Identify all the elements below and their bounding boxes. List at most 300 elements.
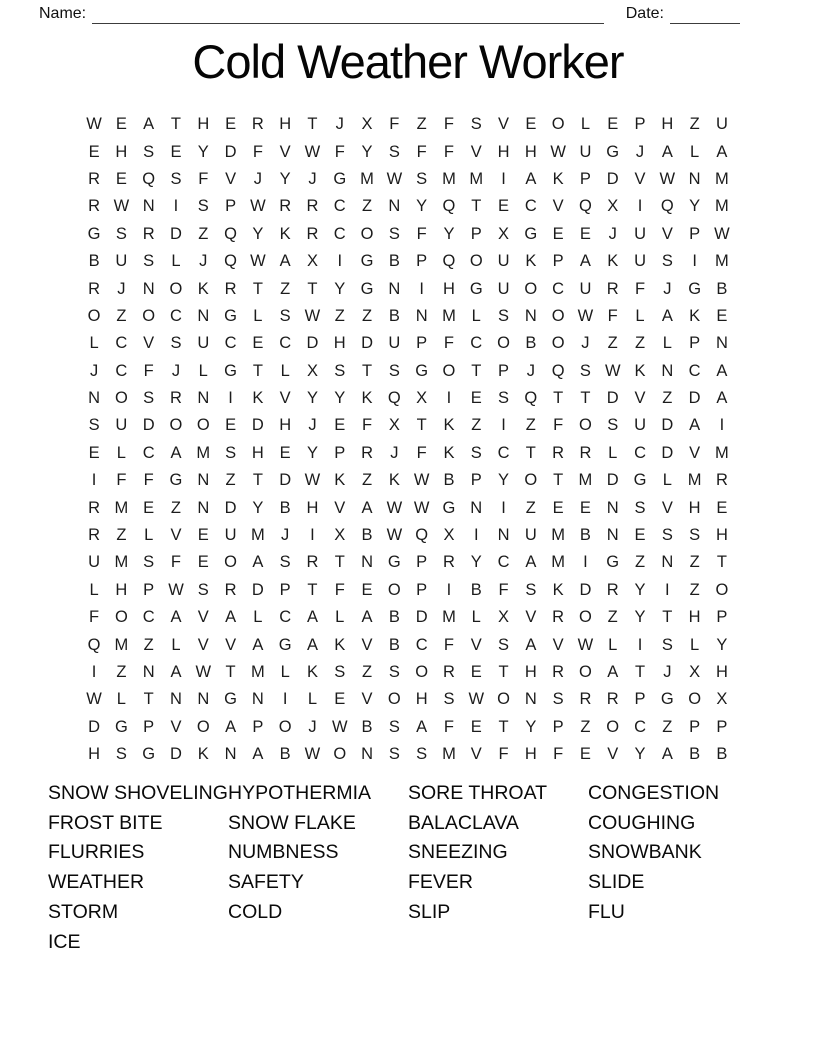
grid-letter: I [665,580,670,599]
grid-letter: B [361,717,373,736]
page-title: Cold Weather Worker [192,35,624,88]
grid-letter: L [690,635,700,654]
grid-letter: K [552,169,564,188]
grid-letter: F [553,416,564,435]
grid-letter: B [388,635,400,654]
word-list-item: CONGESTION [588,782,720,804]
grid-letter: G [606,142,620,161]
grid-letter: H [524,663,537,681]
grid-letter: N [170,690,182,709]
grid-letter: R [170,389,182,408]
grid-letter: S [197,197,209,216]
grid-letter: L [471,608,481,627]
grid-letter: P [334,443,346,462]
word-list-item: SLIP [408,900,451,923]
grid-letter: Z [362,471,373,490]
grid-letter: P [279,580,291,599]
grid-letter: U [579,279,592,298]
grid-letter: P [143,580,155,599]
grid-letter: G [333,169,347,188]
grid-letter: N [661,361,674,380]
grid-letter: C [524,197,537,216]
grid-letter: C [279,334,292,353]
grid-letter: I [719,416,725,435]
grid-letter: T [634,663,646,681]
grid-letter: J [253,169,262,188]
grid-letter: K [361,389,373,408]
grid-letter: R [579,443,592,462]
grid-letter: C [142,443,155,462]
grid-letter: V [170,717,182,736]
grid-letter: C [333,224,346,243]
grid-letter: C [688,361,701,380]
grid-letter: R [606,279,619,298]
grid-letter: S [498,389,510,408]
grid-letter: K [552,580,564,599]
grid-letter: N [388,279,401,298]
grid-letter: J [89,361,99,380]
grid-letter: J [663,663,672,681]
grid-letter: R [579,690,592,709]
grid-letter: R [142,224,155,243]
grid-letter: I [310,526,315,545]
grid-letter: Z [471,416,482,435]
grid-letter: J [663,279,672,298]
grid-letter: D [606,471,619,490]
grid-letter: S [525,580,537,599]
grid-letter: C [415,635,428,654]
grid-letter: I [91,471,97,490]
grid-letter: P [416,553,428,572]
grid-letter: M [250,663,265,681]
grid-letter: T [252,471,263,490]
grid-letter: S [579,361,591,380]
grid-letter: Z [634,334,646,353]
grid-letter: Y [689,197,701,216]
grid-letter: F [443,717,454,736]
grid-letter: C [634,717,646,736]
grid-letter: W [113,197,130,216]
grid-letter: S [115,745,127,764]
grid-letter: Z [607,334,618,353]
grid-letter: Y [470,553,482,572]
grid-letter: V [661,498,673,517]
grid-letter: N [142,197,155,216]
grid-letter: U [634,252,646,271]
grid-letter: W [86,690,102,709]
grid-letter: B [525,334,537,353]
grid-letter: B [689,745,701,764]
grid-letter: O [169,416,183,435]
grid-letter: E [252,334,264,353]
grid-letter: Z [198,224,209,243]
grid-letter: O [333,745,347,764]
grid-letter: O [524,471,538,490]
grid-letter: O [579,663,592,681]
grid-letter: N [688,169,701,188]
grid-letter: K [306,663,318,681]
word-list-item: WEATHER [48,871,145,894]
grid-letter: P [252,717,264,736]
grid-letter: V [334,498,346,517]
grid-letter: R [306,553,319,572]
grid-letter: P [143,717,155,736]
grid-letter: S [225,443,237,462]
grid-letter: Y [252,498,264,517]
grid-letter: C [634,443,646,462]
grid-letter: H [688,498,701,517]
grid-letter: L [335,608,345,627]
grid-letter: D [415,608,428,627]
grid-letter: E [361,580,373,599]
grid-letter: Z [662,717,673,736]
grid-letter: R [224,279,237,298]
grid-letter: F [607,306,618,325]
grid-letter: Y [361,142,373,161]
grid-letter: V [197,635,209,654]
grid-letter: R [279,197,292,216]
grid-letter: L [253,608,263,627]
grid-letter: Z [525,416,536,435]
grid-letter: U [388,334,401,353]
word-list-item: SORE THROAT [408,782,548,804]
grid-letter: V [689,443,701,462]
grid-letter: H [524,745,537,764]
grid-letter: A [252,635,264,654]
grid-letter: Y [306,389,318,408]
grid-letter: M [715,252,729,271]
grid-letter: J [608,224,617,243]
grid-letter: Y [306,443,318,462]
grid-letter: P [552,252,564,271]
grid-letter: B [388,306,400,325]
grid-letter: R [224,580,237,599]
grid-letter: X [443,526,455,545]
grid-letter: W [413,471,430,490]
grid-letter: B [443,471,455,490]
grid-letter: M [114,498,129,517]
grid-letter: V [634,389,646,408]
grid-letter: N [142,663,155,681]
grid-letter: K [689,306,701,325]
grid-letter: D [224,142,237,161]
grid-letter: B [716,745,728,764]
grid-letter: T [334,553,345,572]
grid-letter: B [279,498,291,517]
grid-letter: L [280,663,290,681]
grid-letter: W [659,169,676,188]
grid-letter: X [498,608,510,627]
grid-letter: G [278,635,292,654]
grid-letter: B [279,745,291,764]
grid-letter: O [688,690,702,709]
grid-letter: F [443,334,454,353]
grid-letter: E [579,224,591,243]
grid-letter: R [306,224,319,243]
grid-letter: F [416,224,427,243]
grid-letter: Z [280,279,291,298]
grid-letter: H [497,142,510,161]
grid-letter: I [583,553,588,572]
grid-letter: T [716,553,727,572]
grid-letter: F [498,745,509,764]
grid-letter: C [224,334,237,353]
grid-letter: R [361,443,374,462]
grid-letter: Z [362,663,373,681]
grid-letter: W [714,224,730,243]
grid-letter: A [170,663,182,681]
grid-letter: S [143,142,155,161]
grid-letter: O [278,717,292,736]
grid-letter: W [168,580,184,599]
grid-letter: A [716,142,728,161]
grid-letter: W [413,498,430,517]
grid-letter: R [552,443,565,462]
grid-letter: H [442,279,455,298]
grid-letter: R [606,690,619,709]
grid-letter: X [306,252,318,271]
grid-letter: X [607,197,619,216]
date-fill-in-line [670,6,740,24]
grid-letter: Y [334,279,346,298]
grid-letter: N [415,306,428,325]
header [39,2,740,24]
grid-letter: O [196,717,210,736]
grid-letter: D [142,416,155,435]
grid-letter: V [225,169,237,188]
grid-letter: S [334,663,346,681]
grid-letter: O [497,334,510,353]
grid-letter: T [307,279,318,298]
grid-letter: E [470,717,482,736]
grid-letter: M [442,306,456,325]
grid-letter: L [662,334,672,353]
word-list-item: SAFETY [228,871,304,894]
grid-letter: X [361,115,373,134]
grid-letter: J [308,169,317,188]
grid-letter: Y [197,142,209,161]
grid-letter: K [634,361,646,380]
grid-letter: N [197,471,210,490]
grid-letter: B [388,252,400,271]
grid-letter: P [416,334,428,353]
grid-letter: Z [607,608,618,627]
grid-letter: A [525,553,537,572]
grid-letter: E [525,115,537,134]
grid-letter: M [715,169,729,188]
grid-letter: N [197,389,210,408]
grid-letter: P [689,334,701,353]
grid-letter: H [333,334,346,353]
grid-letter: I [637,635,643,654]
grid-letter: Y [634,608,646,627]
grid-letter: P [716,608,728,627]
grid-letter: H [661,115,674,134]
grid-letter: Q [551,361,565,380]
grid-letter: Z [225,471,236,490]
grid-letter: D [661,416,674,435]
grid-letter: I [501,169,506,188]
word-list-item: FEVER [408,871,474,894]
grid-letter: H [279,416,292,435]
grid-letter: F [334,142,345,161]
grid-letter: O [224,553,237,572]
grid-letter: W [468,690,485,709]
grid-letter: T [143,690,154,709]
grid-letter: P [716,717,728,736]
grid-letter: F [334,580,345,599]
grid-letter: E [498,197,510,216]
grid-letter: E [716,306,728,325]
grid-letter: H [415,690,428,709]
grid-letter: O [360,224,374,243]
grid-letter: P [634,115,646,134]
grid-letter: E [225,115,237,134]
grid-letter: A [661,745,673,764]
grid-letter: E [197,526,209,545]
grid-letter: O [551,334,565,353]
grid-letter: S [279,306,291,325]
grid-letter: Y [498,471,510,490]
word-list-item: NUMBNESS [228,841,339,864]
grid-letter: O [579,416,592,435]
grid-letter: X [689,663,701,681]
grid-letter: T [662,608,673,627]
grid-letter: F [634,279,646,298]
grid-letter: L [116,690,126,709]
grid-letter: Y [525,717,537,736]
grid-letter: U [115,416,128,435]
grid-letter: E [552,224,564,243]
grid-letter: O [142,306,156,325]
grid-letter: A [661,306,673,325]
grid-letter: S [607,416,619,435]
grid-letter: T [525,443,536,462]
grid-letter: N [715,334,728,353]
grid-letter: O [114,389,128,408]
grid-letter: E [197,553,209,572]
grid-letter: R [88,498,101,517]
grid-letter: N [197,690,210,709]
grid-letter: U [197,334,210,353]
grid-letter: S [388,142,400,161]
grid-letter: E [470,389,482,408]
grid-letter: F [170,553,182,572]
grid-letter: D [251,416,264,435]
grid-letter: E [334,416,346,435]
grid-letter: Q [224,252,237,271]
grid-letter: V [279,389,291,408]
grid-letter: O [497,690,510,709]
grid-letter: S [470,115,482,134]
grid-letter: F [198,169,209,188]
grid-letter: G [415,361,429,380]
grid-letter: A [579,252,591,271]
grid-letter: E [143,498,155,517]
grid-letter: V [470,635,482,654]
grid-letter: Y [716,635,728,654]
grid-letter: Z [116,663,127,681]
grid-letter: S [334,361,346,380]
grid-letter: Q [224,224,237,243]
grid-letter: Y [416,197,428,216]
word-list-item: FROST BITE [48,811,163,834]
grid-letter: H [88,745,101,764]
grid-letter: J [308,717,317,736]
grid-letter: D [661,443,674,462]
grid-letter: K [334,471,346,490]
grid-letter: K [607,252,619,271]
grid-letter: G [633,471,647,490]
grid-letter: C [170,306,182,325]
grid-letter: V [470,745,482,764]
grid-letter: T [362,361,373,380]
grid-letter: V [361,690,373,709]
grid-letter: R [88,526,101,545]
grid-letter: K [197,745,209,764]
grid-letter: S [279,553,291,572]
grid-letter: T [553,471,564,490]
grid-letter: I [282,690,288,709]
grid-letter: N [88,389,101,408]
grid-letter: R [552,608,565,627]
grid-letter: E [634,526,646,545]
grid-letter: Y [252,224,264,243]
grid-letter: V [661,224,673,243]
grid-letter: N [142,279,155,298]
grid-letter: P [470,224,482,243]
grid-letter: W [250,252,266,271]
grid-letter: E [607,115,619,134]
grid-letter: M [469,169,484,188]
grid-letter: S [388,717,400,736]
grid-letter: Z [689,553,700,572]
grid-letter: L [690,142,700,161]
grid-letter: K [388,471,400,490]
grid-letter: V [470,142,482,161]
grid-letter: E [716,498,728,517]
grid-letter: P [689,224,701,243]
grid-letter: G [524,224,538,243]
grid-letter: Z [143,635,154,654]
grid-letter: E [88,142,100,161]
grid-letter: X [306,361,318,380]
grid-letter: X [498,224,510,243]
grid-letter: L [307,690,318,709]
grid-letter: S [388,361,400,380]
grid-letter: L [144,526,154,545]
grid-letter: Q [87,635,101,654]
grid-letter: I [228,389,233,408]
grid-letter: B [579,526,591,545]
grid-letter: Q [442,252,456,271]
grid-letter: U [224,526,237,545]
grid-letter: P [634,690,646,709]
grid-letter: T [307,580,318,599]
grid-letter: J [526,361,535,380]
grid-letter: E [279,443,291,462]
grid-letter: V [143,334,155,353]
grid-letter: F [416,142,427,161]
grid-letter: A [225,608,237,627]
grid-letter: I [337,252,343,271]
word-list-item: COUGHING [588,811,696,834]
grid-letter: M [114,553,129,572]
grid-letter: D [224,498,237,517]
grid-letter: S [689,526,701,545]
grid-letter: W [604,361,621,380]
grid-letter: L [635,306,645,325]
